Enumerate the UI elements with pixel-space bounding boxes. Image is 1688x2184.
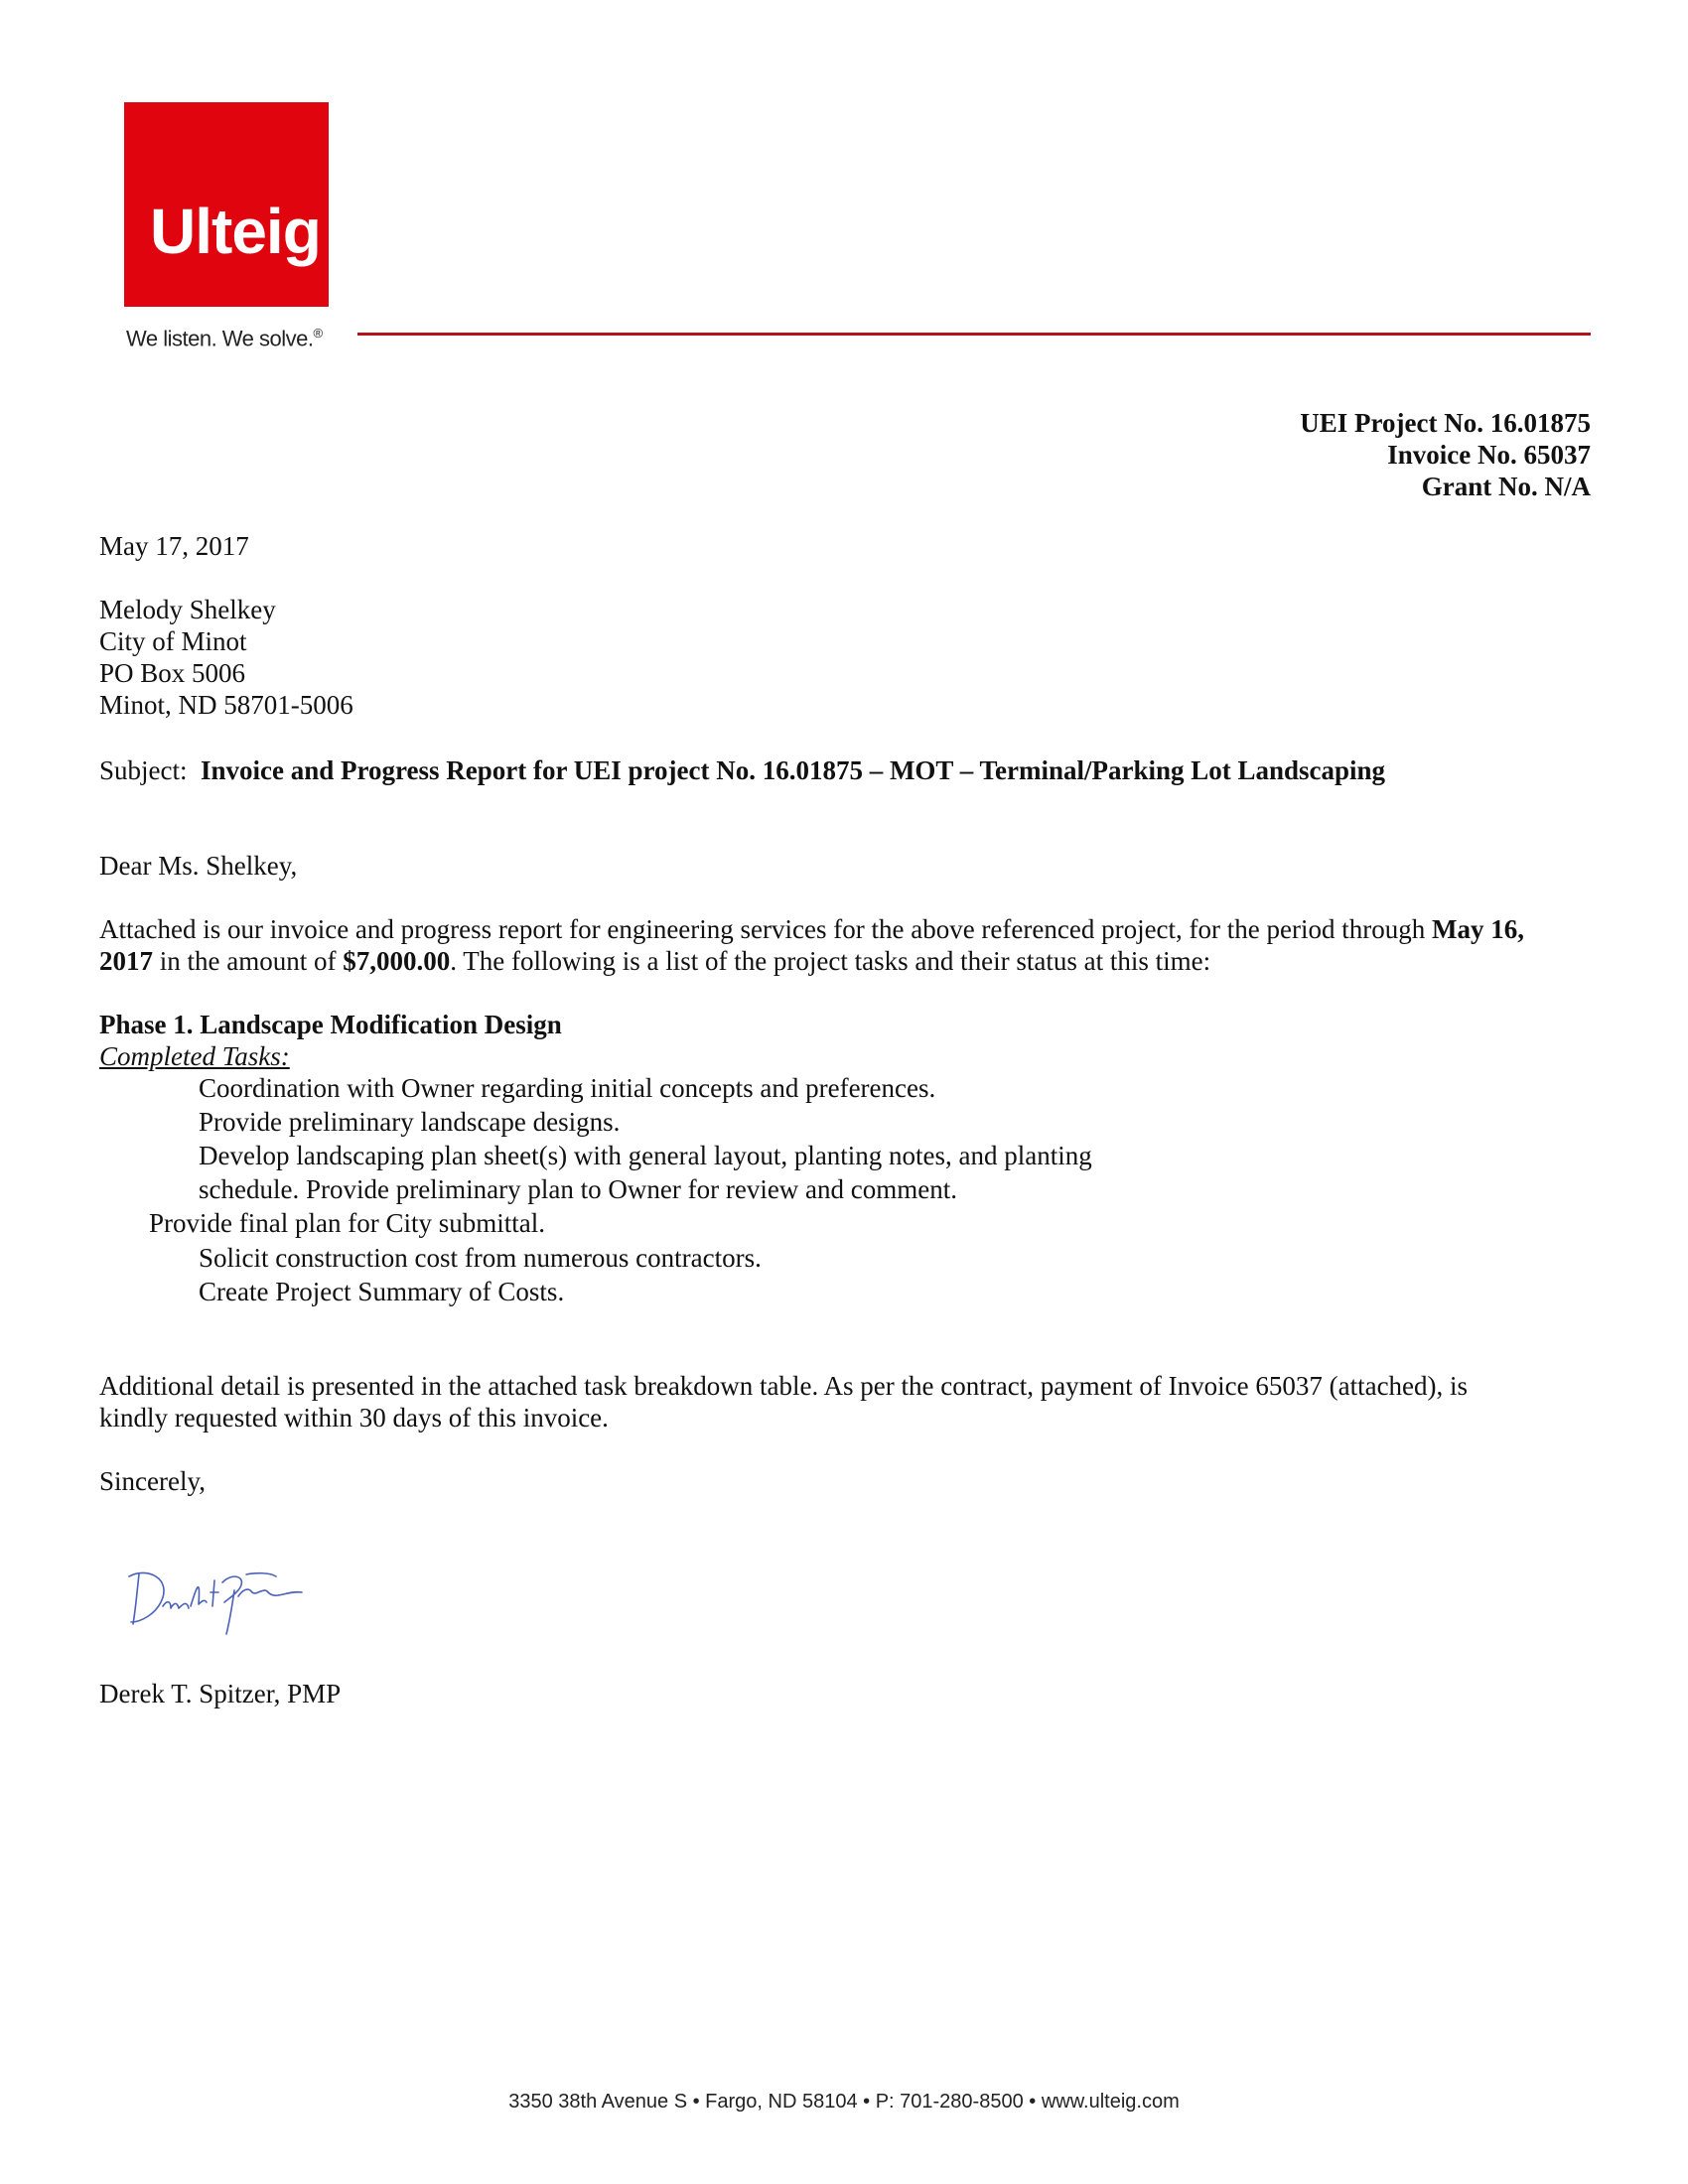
recipient-address	[99, 594, 1589, 721]
header-rule	[357, 333, 1591, 336]
registered-mark: ®	[313, 326, 323, 341]
company-tagline	[126, 326, 323, 351]
salutation-text: Dear Ms. Shelkey,	[99, 851, 298, 881]
invoice-amount: $7,000.00	[343, 946, 451, 976]
recipient-address-line2: Minot, ND 58701-5006	[99, 690, 353, 720]
signer-block	[99, 1678, 1589, 1709]
closing	[99, 1465, 1589, 1497]
task-item: Provide preliminary landscape designs.	[199, 1107, 621, 1137]
period-date-part1: May 16,	[1431, 914, 1524, 944]
recipient-name: Melody Shelkey	[99, 595, 276, 624]
project-number: UEI Project No. 16.01875	[1300, 408, 1591, 438]
footer-address: 3350 38th Avenue S • Fargo, ND 58104 • P: 701-280-8500 • www.ulteig.com	[508, 2091, 1180, 2113]
intro-text-2: in the amount of	[153, 946, 344, 976]
task-item: Solicit construction cost from numerous contractors.	[199, 1243, 762, 1273]
logo-text: Ulteig	[150, 196, 321, 267]
recipient-org: City of Minot	[99, 626, 247, 656]
subject-text: Invoice and Progress Report for UEI project No. 16.01875 – MOT – Terminal/Parking Lot Landscaping	[201, 755, 1386, 785]
company-logo	[124, 102, 329, 307]
intro-text-3: . The following is a list of the project tasks and their status at this time:	[450, 946, 1211, 976]
letter-date	[99, 530, 1589, 562]
subject-label: Subject:	[99, 755, 188, 785]
invoice-number: Invoice No. 65037	[1387, 440, 1591, 470]
signer-name: Derek T. Spitzer, PMP	[99, 1679, 342, 1708]
intro-text-1: Attached is our invoice and progress report for engineering services for the above referenced project, for the period through	[99, 914, 1432, 944]
completed-tasks-label: Completed Tasks:	[99, 1041, 290, 1071]
subject-line	[99, 754, 1589, 786]
task-item-continued: schedule. Provide preliminary plan to Owner for review and comment.	[199, 1174, 958, 1204]
task-item: Coordination with Owner regarding initial concepts and preferences.	[199, 1073, 936, 1103]
task-item: Create Project Summary of Costs.	[199, 1277, 565, 1306]
closing-line-2: kindly requested within 30 days of this invoice.	[99, 1403, 609, 1433]
period-date-part2: 2017	[99, 946, 153, 976]
task-item: Provide final plan for City submittal.	[149, 1208, 545, 1238]
grant-number: Grant No. N/A	[1421, 472, 1591, 501]
task-item: Develop landscaping plan sheet(s) with general layout, planting notes, and planting	[199, 1141, 1092, 1170]
signature-image	[127, 1557, 326, 1646]
phase-title: Phase 1. Landscape Modification Design	[99, 1010, 562, 1039]
salutation	[99, 850, 1589, 882]
recipient-address-line1: PO Box 5006	[99, 658, 246, 688]
tagline-text: We listen. We solve.	[126, 326, 314, 351]
closing-text: Sincerely,	[99, 1466, 206, 1496]
closing-paragraph	[99, 1370, 1589, 1433]
phase-section	[99, 1009, 1589, 1072]
closing-line-1: Additional detail is presented in the attached task breakdown table. As per the contract, payment of Invoice 65037 (attached), is	[99, 1371, 1469, 1401]
reference-block	[1300, 407, 1591, 502]
date-text: May 17, 2017	[99, 531, 249, 561]
intro-paragraph	[99, 913, 1589, 977]
